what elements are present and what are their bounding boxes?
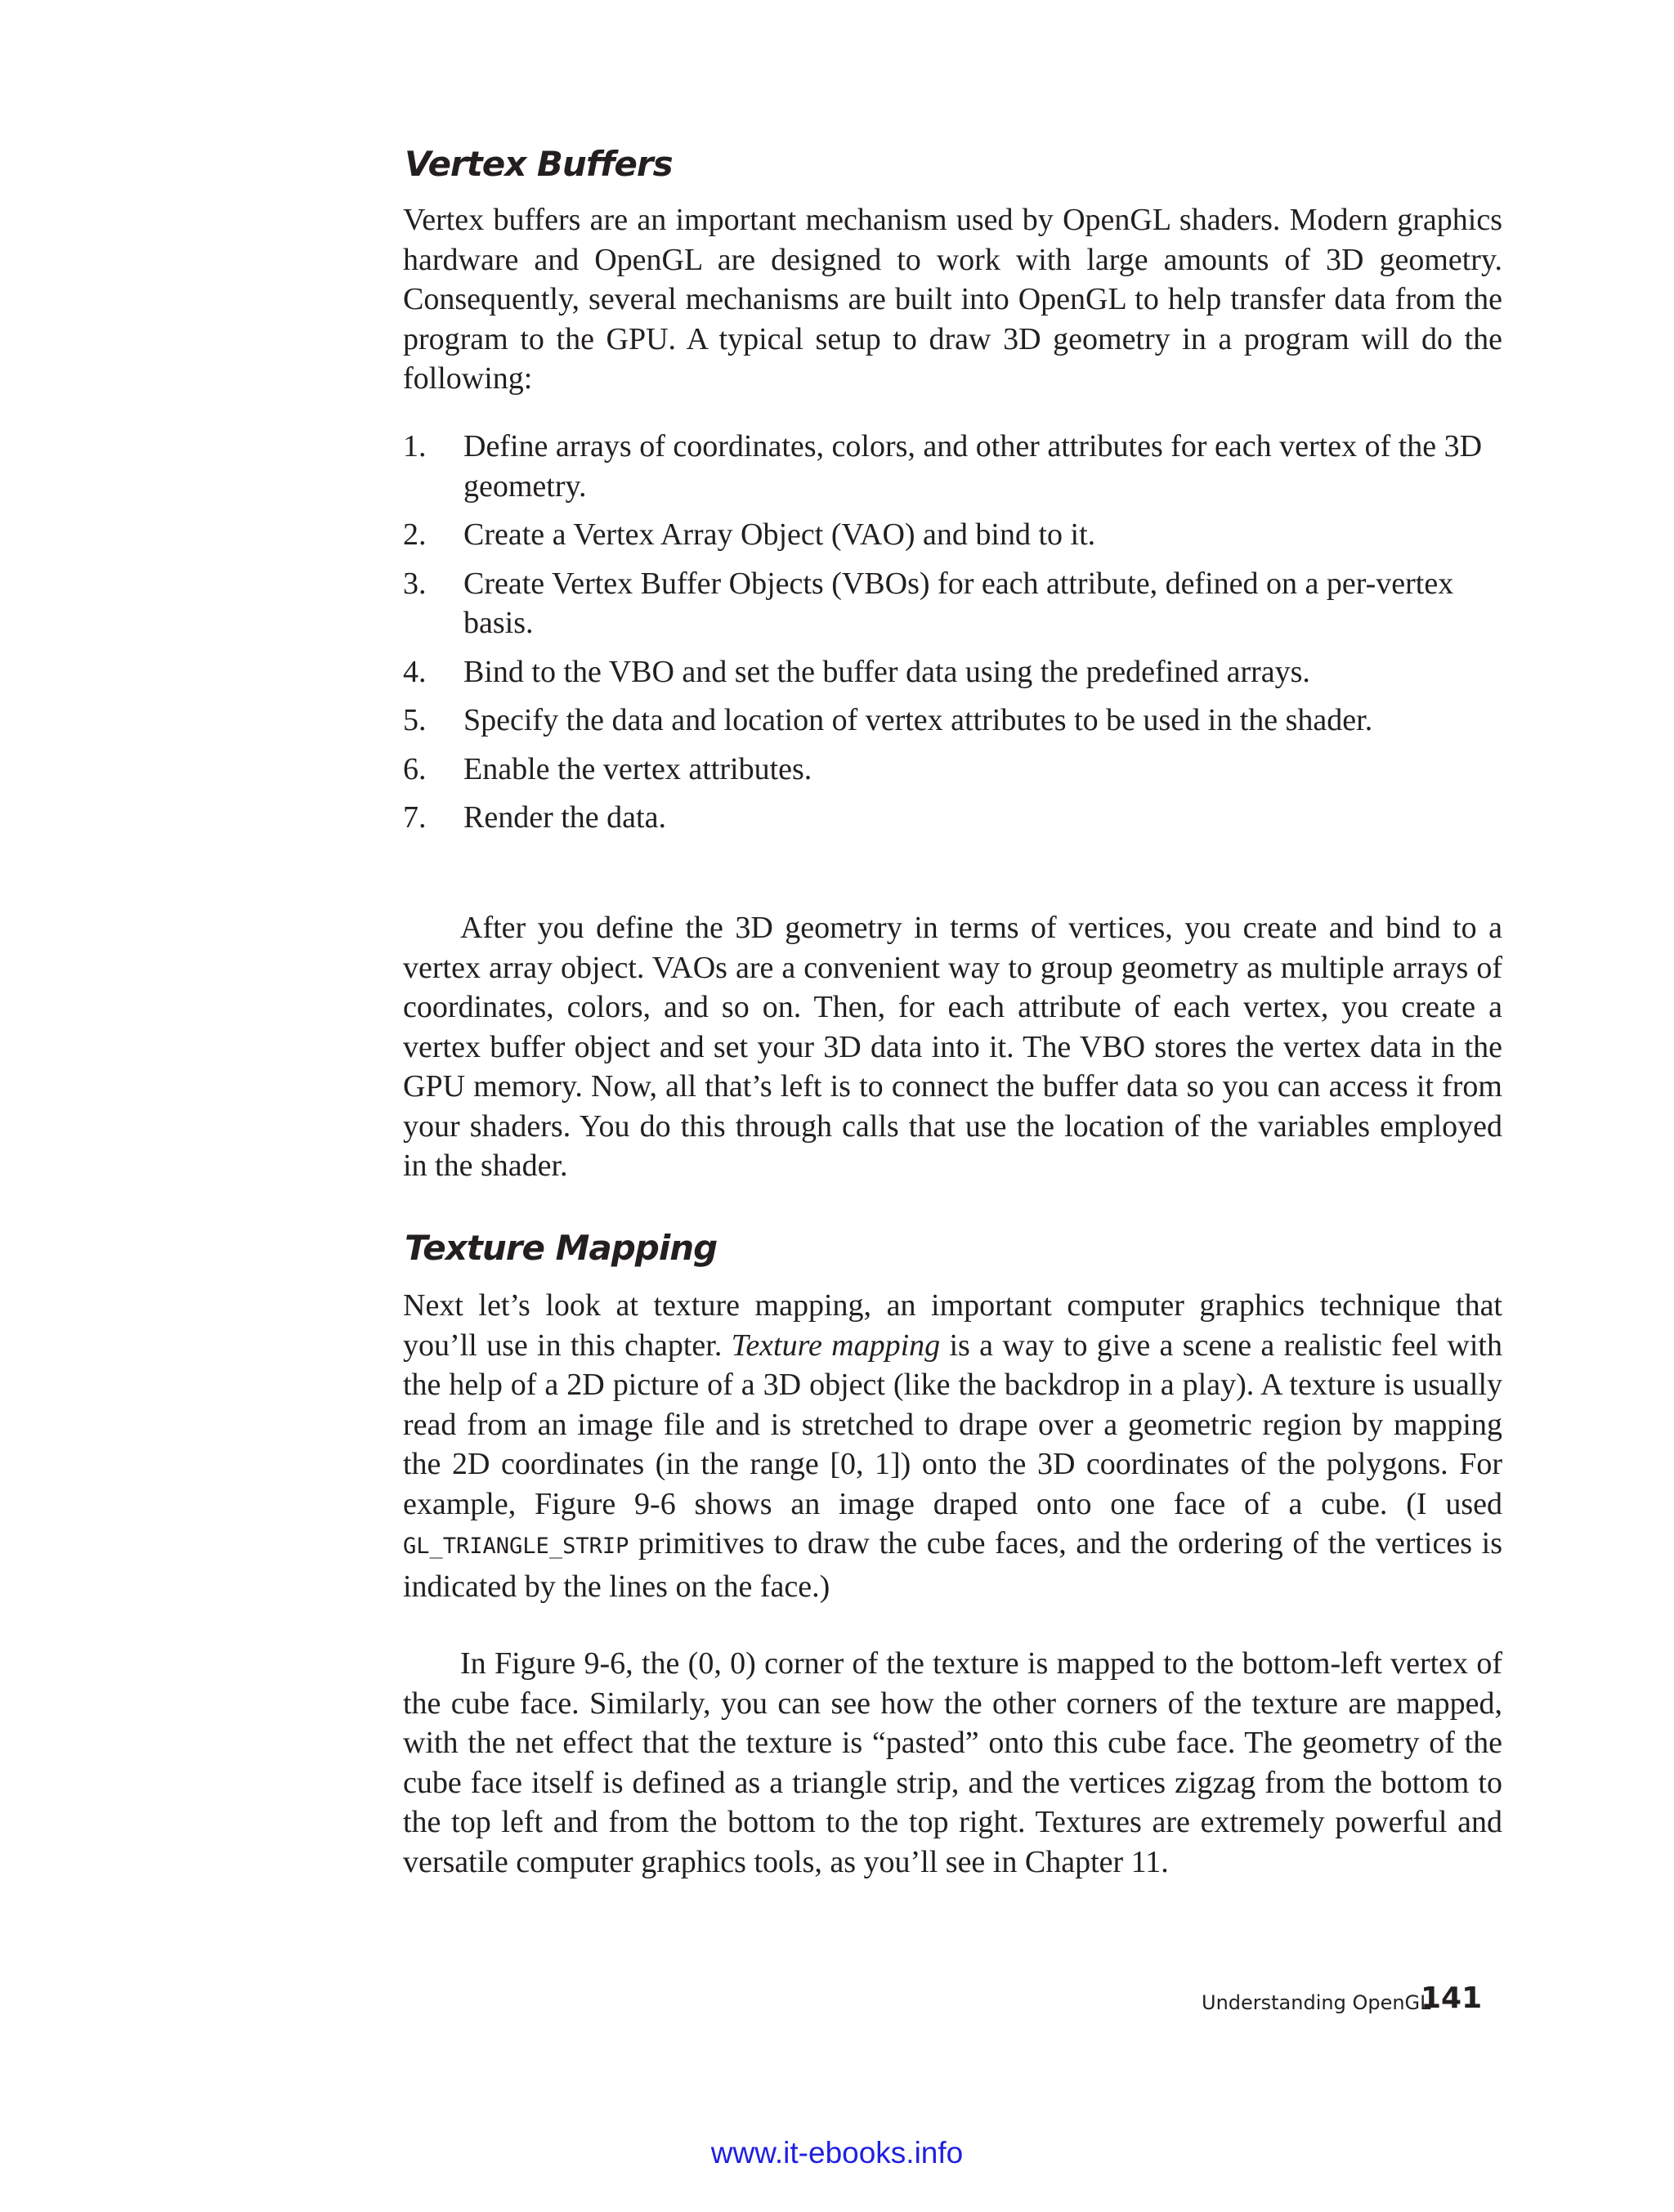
step-text: Create Vertex Buffer Objects (VBOs) for each attribute, defined on a per-vertex basis. [463, 566, 1454, 640]
step-number: 2. [403, 517, 427, 552]
step-number: 4. [403, 654, 427, 689]
step-item [403, 515, 1502, 555]
step-text: Enable the vertex attributes. [463, 751, 812, 786]
step-text: Render the data. [463, 800, 666, 835]
step-text: Bind to the VBO and set the buffer data using the predefined arrays. [463, 654, 1310, 689]
section-heading-vertex-buffers: Vertex Buffers [405, 144, 673, 184]
step-item [403, 750, 1502, 790]
step-number: 6. [403, 751, 427, 786]
step-item [403, 701, 1502, 741]
vertex-buffers-paragraph-2: After you define the 3D geometry in terms of vertices, you create and bind to a vertex array object. VAOs are a convenient way to group geometry as multiple arrays of coordinates, colors, and so on. Then, for each attribute of each vertex, you create a vertex buffer object and set your 3D data into it. The VBO stores the vertex data in the GPU memory. Now, all that’s left is to connect the buffer data so you can access it from your shaders. You do this through calls that use the location of the variables employed in the shader. [403, 911, 1502, 1183]
section-heading-texture-mapping: Texture Mapping [405, 1228, 718, 1268]
step-number: 7. [403, 800, 427, 835]
step-text: Specify the data and location of vertex attributes to be used in the shader. [463, 703, 1373, 737]
watermark-link[interactable]: www.it-ebooks.info [710, 2136, 964, 2169]
code-gl-triangle-strip: GL_TRIANGLE_STRIP [403, 1534, 629, 1559]
step-item [403, 652, 1502, 692]
step-item [403, 564, 1502, 643]
setup-steps-list [403, 427, 1502, 847]
term-texture-mapping: Texture mapping [731, 1328, 941, 1363]
step-item [403, 427, 1502, 506]
step-text: Create a Vertex Array Object (VAO) and bind to it. [463, 517, 1096, 552]
step-text: Define arrays of coordinates, colors, and other attributes for each vertex of the 3D geometry. [463, 429, 1483, 504]
page-number: 141 [1421, 1981, 1483, 2015]
texture-mapping-paragraph-2: In Figure 9-6, the (0, 0) corner of the texture is mapped to the bottom-left vertex of the cube face. Similarly, you can see how the other corners of the texture are mapped, with the net effect that the texture is “pasted” onto this cube face. The geometry of the cube face itself is defined as a triangle strip, and the vertices zigzag from the bottom to the top left and from the bottom to the top right. Textures are extremely powerful and versatile computer graphics tools, as you’ll see in Chapter 11. [403, 1646, 1502, 1879]
vertex-buffers-intro-paragraph: Vertex buffers are an important mechanism used by OpenGL shaders. Modern graphics hardware and OpenGL are designed to work with large amounts of 3D geometry. Consequently, several mechanisms are built into OpenGL to help transfer data from the program to the GPU. A typical setup to draw 3D geometry in a program will do the following: [403, 203, 1502, 396]
step-item [403, 798, 1502, 838]
step-number: 1. [403, 429, 427, 463]
footer-section-title: Understanding OpenGL [1202, 1991, 1431, 2014]
paragraph-text: primitives to draw the cube faces, and the ordering of the vertices is indicated by the lines on the face.) [403, 1526, 1502, 1604]
step-number: 3. [403, 566, 427, 601]
paragraph-text: is a way to give a scene a realistic feel with the help of a 2D picture of a 3D object (like the backdrop in a play). A texture is usually read from an image file and is stretched to drape over a geometric region by mapping the 2D coordinates (in the range [0, 1]) onto the 3D coordinates of the polygons. For example, Figure 9-6 shows an image draped onto one face of a cube. (I used [403, 1328, 1502, 1521]
paragraph-text: Next let’s look at texture mapping, an important computer graphics technique that you’ll use in this chapter. [403, 1288, 1502, 1363]
texture-mapping-paragraph-1 [403, 1286, 1502, 1606]
step-number: 5. [403, 703, 427, 737]
